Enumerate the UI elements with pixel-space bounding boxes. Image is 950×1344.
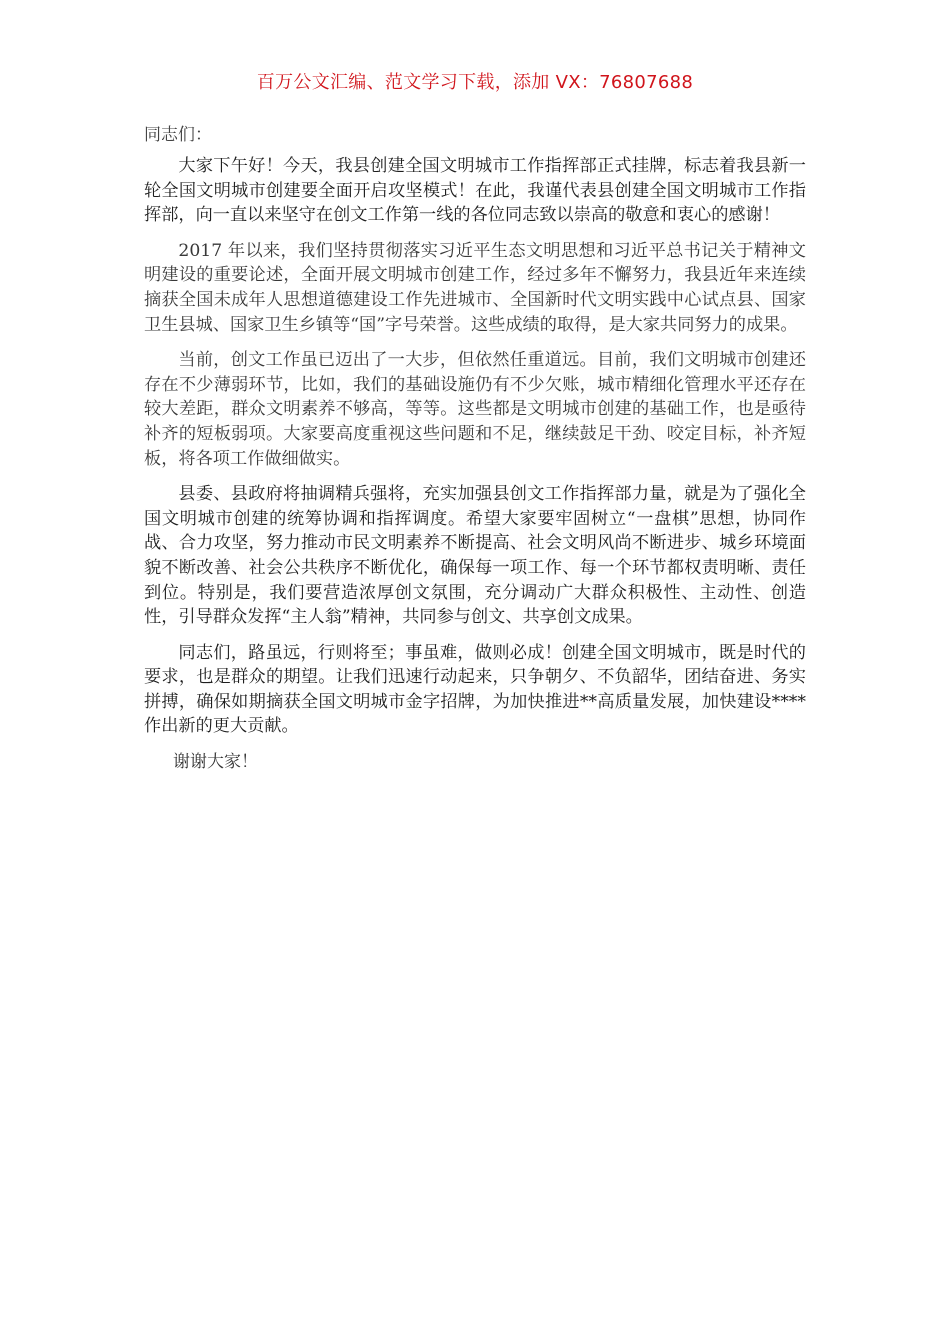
speech-document [144,118,806,774]
paragraph-requirements: 县委、县政府将抽调精兵强将，充实加强县创文工作指挥部力量，就是为了强化全国文明城市创建的统筹协调和指挥调度。希望大家要牢固树立“一盘棋”思想，协同作战、合力攻坚，努力推动市民文明素养不断提高、社会文明风尚不断进步、城乡环境面貌不断改善、社会公共秩序不断优化，确保每一项工作、每一个环节都权责明晰、责任到位。特别是，我们要营造浓厚创文氛围，充分调动广大群众积极性、主动性、创造性，引导群众发挥“主人翁”精神，共同参与创文、共享创文成果。 [144,484,806,628]
salutation: 同志们： [144,125,212,145]
paragraph-achievements: 2017 年以来，我们坚持贯彻落实习近平生态文明思想和习近平总书记关于精神文明建设的重要论述，全面开展文明城市创建工作，经过多年不懈努力，我县近年来连续摘获全国未成年人思想道德建设工作先进城市、全国新时代文明实践中心试点县、国家卫生县城、国家卫生乡镇等“国”字号荣誉。这些成绩的取得，是大家共同努力的成果。 [144,240,806,335]
closing-line: 谢谢大家！ [173,752,258,773]
paragraph-call-to-action: 同志们，路虽远，行则将至；事虽难，做则必成！创建全国文明城市，既是时代的要求，也是群众的期望。让我们迅速行动起来，只争朝夕、不负韶华，团结奋进、务实拼搏，确保如期摘获全国文明城市金字招牌，为加快推进**高质量发展，加快建设****作出新的更大贡献。 [144,642,806,737]
paragraph-challenges: 当前，创文工作虽已迈出了一大步，但依然任重道远。目前，我们文明城市创建还存在不少薄弱环节，比如，我们的基础设施仍有不少欠账，城市精细化管理水平还存在较大差距，群众文明素养不够高，等等。这些都是文明城市创建的基础工作，也是亟待补齐的短板弱项。大家要高度重视这些问题和不足，继续鼓足干劲、咬定目标，补齐短板，将各项工作做细做实。 [144,350,806,469]
header-banner: 百万公文汇编、范文学习下载，添加 VX：76807688 [256,72,694,93]
paragraph-opening: 大家下午好！今天，我县创建全国文明城市工作指挥部正式挂牌，标志着我县新一轮全国文明城市创建要全面开启攻坚模式！在此，我谨代表县创建全国文明城市工作指挥部，向一直以来坚守在创文工作第一线的各位同志致以崇高的敬意和衷心的感谢！ [144,156,806,226]
